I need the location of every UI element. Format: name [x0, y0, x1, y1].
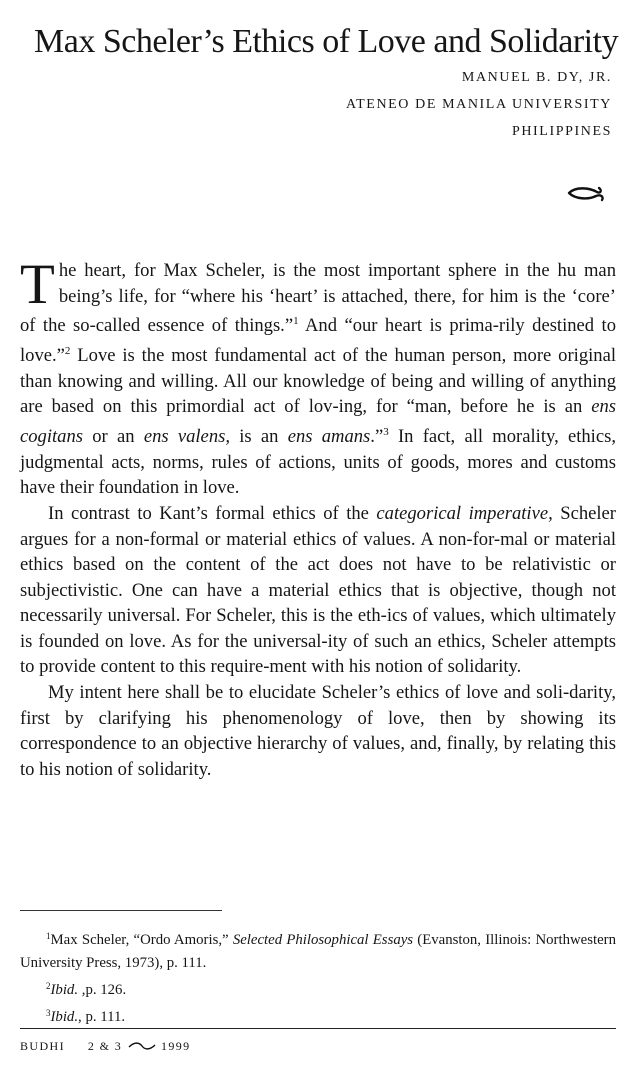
text-run: Scheler argues for a non-formal or material ethics of values. A non-for-mal or material ethics based on the content of the act does not have to be relativistic or subjectivistic. One can have a material ethics that is objective, though not necessarily universal. For Scheler, this is the eth-ics of values, which ultimately is founded on love. As for the universal-ity of such an ethics, Scheler attempts to provide content to this require-ment with his notion of solidarity. — [20, 502, 616, 678]
drop-cap: T — [20, 253, 55, 316]
italic-ibid: Ibid. — [50, 1009, 79, 1025]
flourish-ornament-icon — [566, 184, 606, 204]
issue-number: 2 & 3 — [87, 1038, 123, 1053]
italic-term: ens cogitans — [20, 396, 616, 448]
footnote-number: 3 — [46, 1008, 51, 1018]
footnote-2 — [20, 975, 616, 1002]
journal-name: BUDHI — [20, 1038, 65, 1053]
text-run: (Evanston, Illinois: Northwestern University Press, 1973), p. 111. — [20, 932, 616, 971]
text-run: he heart, for Max Scheler, is the most important sphere in the hu man being’s life, for “where his ‘heart’ is attached, there, for him is the ‘core’ of the so-called essence of things.” — [20, 260, 616, 337]
footnote-ref: 1 — [293, 315, 299, 328]
italic-ibid: Ibid. — [50, 982, 79, 998]
running-footer — [20, 1038, 191, 1054]
footer-divider — [20, 1028, 616, 1029]
text-run: is an — [230, 426, 288, 448]
footnote-number: 2 — [46, 981, 51, 991]
text-run: In fact, all morality, ethics, judgmental acts, norms, rules of actions, units of goods, mores and customs have their foundation in love. — [20, 426, 616, 499]
author-country: PHILIPPINES — [511, 124, 612, 139]
paragraph-3: My intent here shall be to elucidate Scheler’s ethics of love and soli-darity, first by clarifying his phenomenology of love, then by showing its correspondence to an objective hierarchy of values, and, finally, by relating this to his notion of solidarity. — [20, 682, 616, 780]
text-run: Max Scheler, “Ordo Amoris,” — [50, 932, 233, 948]
text-run: .” — [370, 426, 384, 448]
issue-year: 1999 — [160, 1038, 191, 1053]
footnote-1 — [20, 925, 616, 975]
paragraph-1 — [20, 253, 616, 501]
footnote-divider — [20, 910, 222, 911]
text-run: , p. 111. — [78, 1009, 126, 1025]
text-run: And “our heart is prima-rily destined to love.” — [20, 315, 616, 367]
footnote-number: 1 — [46, 931, 51, 941]
italic-term: categorical imperative, — [376, 502, 553, 524]
italic-title: Selected Philosophical Essays — [232, 932, 414, 948]
text-run: In contrast to Kant’s formal ethics of the — [48, 502, 377, 524]
footnote-ref: 2 — [64, 344, 71, 357]
text-run: or an — [83, 426, 144, 448]
article-body — [20, 253, 616, 782]
footnote-3 — [20, 1002, 616, 1029]
author-name: MANUEL B. DY, JR. — [461, 70, 612, 85]
italic-term: ens valens, — [143, 426, 230, 448]
footnote-ref: 3 — [383, 425, 389, 438]
paragraph-2 — [20, 501, 616, 680]
author-affiliation: ATENEO DE MANILA UNIVERSITY — [345, 97, 612, 112]
text-run: ,p. 126. — [78, 982, 127, 998]
footnotes — [20, 925, 616, 1029]
italic-term: ens amans — [287, 426, 371, 448]
article-title: Max Scheler’s Ethics of Love and Solidarity — [34, 23, 619, 60]
text-run: Love is the most fundamental act of the human person, more original than knowing and willing. All our knowledge of being and willing of anything are based on this primordial act of lov-ing, for “man, before he is an — [20, 345, 616, 418]
tilde-dash-icon — [127, 1041, 157, 1051]
